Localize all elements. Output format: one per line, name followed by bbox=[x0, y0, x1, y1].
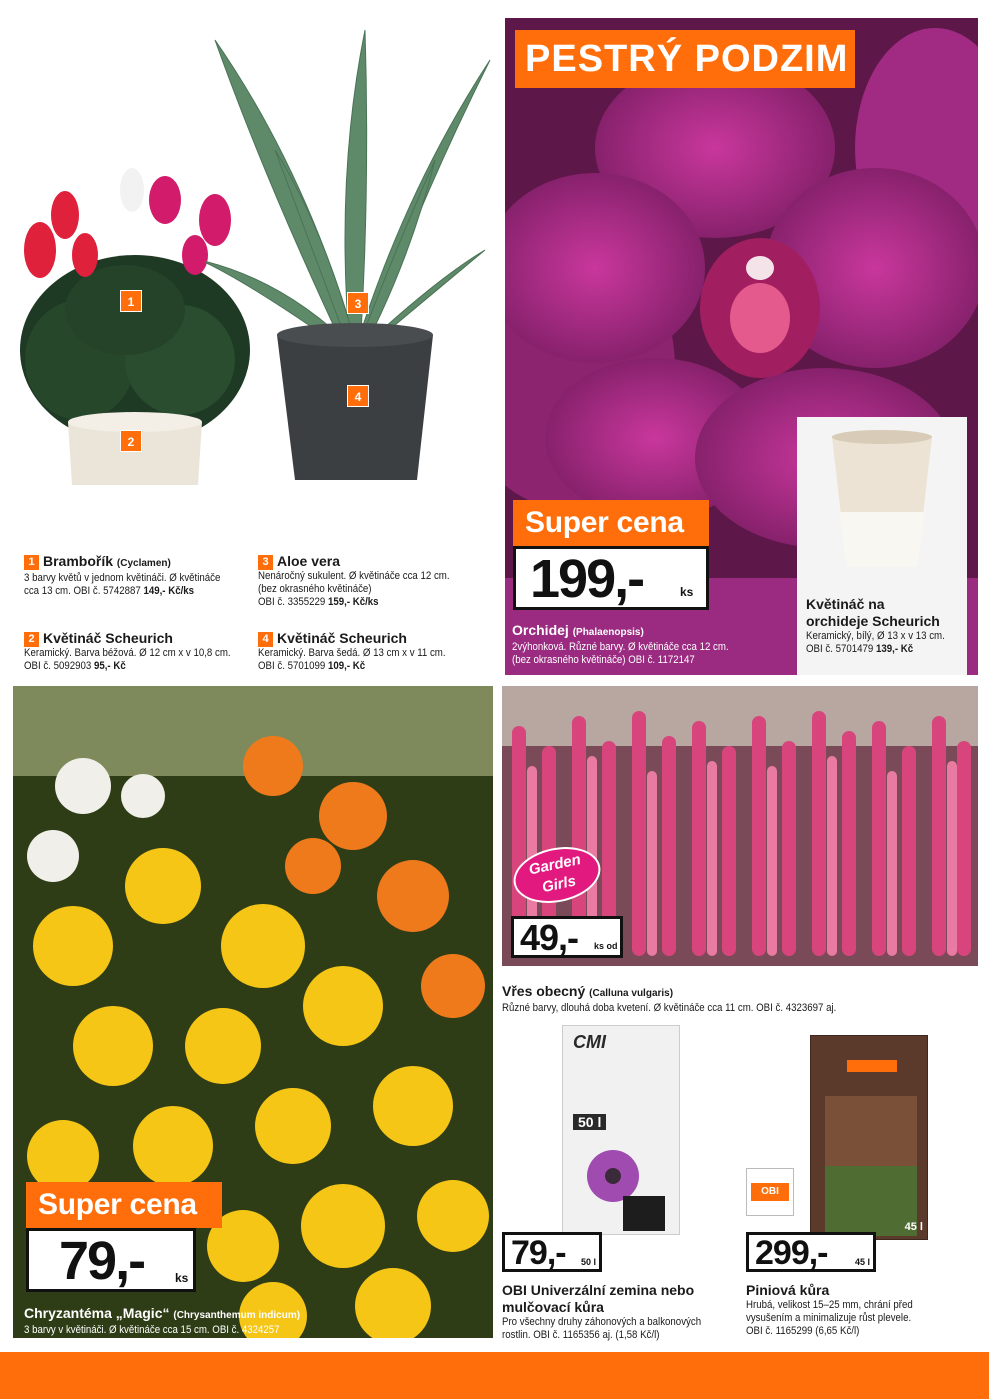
soil-name-1: OBI Univerzální zemina nebo bbox=[502, 1282, 695, 1298]
bark-bag-image bbox=[810, 1035, 928, 1240]
marker-3: 3 bbox=[347, 292, 369, 314]
heather-price-box bbox=[511, 916, 623, 958]
soil-info bbox=[502, 1282, 737, 1342]
pot-grey-price: 109,- Kč bbox=[327, 660, 366, 672]
soil-price-unit: 50 l bbox=[581, 1257, 597, 1267]
pot-beige-desc-2: OBI č. 5092903 bbox=[24, 660, 92, 672]
pot-grey-info bbox=[258, 630, 493, 673]
orchid-price-box bbox=[513, 546, 709, 610]
soil-bag-volume: 50 l bbox=[573, 1114, 606, 1130]
chrysanthemum-super-cena-badge: Super cena bbox=[26, 1182, 222, 1228]
aloe-info bbox=[258, 553, 493, 609]
cyclamen-price: 149,- Kč/ks bbox=[143, 585, 195, 597]
garden-girls-logo-line-1: Garden bbox=[527, 850, 583, 879]
orchid-desc-1: 2výhonková. Různé barvy. Ø květináče cca 12 cm. bbox=[512, 641, 729, 653]
soil-price: 79,- bbox=[511, 1234, 566, 1272]
footer-band bbox=[0, 1352, 989, 1399]
soil-price-box bbox=[502, 1232, 602, 1272]
aloe-desc-2: (bez okrasného květináče) bbox=[258, 583, 372, 595]
orchid-pot-desc-2: OBI č. 5701479 bbox=[806, 643, 874, 655]
chrysanthemum-price: 79,- bbox=[59, 1231, 145, 1291]
garden-girls-logo-line-2: Girls bbox=[540, 872, 578, 897]
aloe-name: Aloe vera bbox=[277, 553, 341, 569]
chrysanthemum-desc-1: 3 barvy v květináči. Ø květináče cca 15 cm. OBI č. 4324257 bbox=[24, 1324, 280, 1336]
cyclamen-number: 1 bbox=[24, 555, 39, 570]
pot-beige-price: 95,- Kč bbox=[93, 660, 126, 672]
orchid-pot-name-1: Květináč na bbox=[806, 596, 885, 612]
marker-2: 2 bbox=[120, 430, 142, 452]
orchid-pot-info bbox=[806, 596, 971, 656]
aloe-number: 3 bbox=[258, 555, 273, 570]
orchid-pot-price: 139,- Kč bbox=[875, 643, 914, 655]
chrysanthemum-info bbox=[24, 1305, 484, 1337]
cyclamen-desc-2: cca 13 cm. OBI č. 5742887 bbox=[24, 585, 141, 597]
pot-grey-number: 4 bbox=[258, 632, 273, 647]
chrysanthemum-price-box bbox=[26, 1228, 196, 1292]
bark-name: Piniová kůra bbox=[746, 1282, 830, 1298]
orchid-pot-image bbox=[797, 417, 967, 587]
orchid-pot-desc-1: Keramický, bílý, Ø 13 x v 13 cm. bbox=[806, 630, 945, 642]
marker-1: 1 bbox=[120, 290, 142, 312]
marker-4: 4 bbox=[347, 385, 369, 407]
soil-bag-flower-icon bbox=[573, 1141, 671, 1231]
chrysanthemum-price-unit: ks bbox=[175, 1271, 189, 1285]
aloe-desc-1: Nenáročný sukulent. Ø květináče cca 12 cm. bbox=[258, 570, 450, 582]
cyclamen-desc-1: 3 barvy květů v jednom květináči. Ø květináče bbox=[24, 572, 221, 584]
orchid-price: 199,- bbox=[530, 549, 644, 609]
aloe-price: 159,- Kč/ks bbox=[327, 596, 379, 608]
orchid-price-unit: ks bbox=[680, 585, 694, 599]
chrysanthemum-name: Chryzantéma „Magic“ bbox=[24, 1305, 170, 1321]
bark-desc-2: vysušením a minimalizuje růst plevele. bbox=[746, 1312, 912, 1324]
soil-bag-image bbox=[562, 1025, 680, 1235]
pot-grey-desc-1: Keramický. Barva šedá. Ø 13 cm x v 11 cm. bbox=[258, 647, 446, 659]
bark-desc-3: OBI č. 1165299 (6,65 Kč/l) bbox=[746, 1325, 860, 1337]
cyclamen-info bbox=[24, 553, 259, 598]
soil-desc-1: Pro všechny druhy záhonových a balkonových bbox=[502, 1316, 702, 1328]
pot-beige-name: Květináč Scheurich bbox=[43, 630, 173, 646]
aloe-image bbox=[205, 30, 495, 480]
bark-price-unit: 45 l bbox=[855, 1257, 871, 1267]
cyclamen-name: Brambořík bbox=[43, 553, 114, 569]
bark-price-box bbox=[746, 1232, 876, 1272]
pot-grey-name: Květináč Scheurich bbox=[277, 630, 407, 646]
pot-beige-info bbox=[24, 630, 259, 673]
chrysanthemum-latin: (Chrysanthemum indicum) bbox=[173, 1310, 301, 1321]
soil-bag-brand: CMI bbox=[573, 1032, 606, 1052]
bark-info bbox=[746, 1282, 981, 1338]
pot-beige-desc-1: Keramický. Barva béžová. Ø 12 cm x v 10,8 cm. bbox=[24, 647, 231, 659]
bark-bag-volume: 45 l bbox=[904, 1221, 923, 1233]
orchid-name: Orchidej bbox=[512, 622, 569, 638]
pot-beige-number: 2 bbox=[24, 632, 39, 647]
heather-price: 49,- bbox=[520, 917, 579, 958]
soil-name-2: mulčovací kůra bbox=[502, 1299, 604, 1315]
bark-desc-1: Hrubá, velikost 15–25 mm, chrání před bbox=[746, 1299, 913, 1311]
heather-latin: (Calluna vulgaris) bbox=[589, 988, 674, 999]
obi-logo-label: OBI bbox=[751, 1183, 789, 1201]
orchid-desc-2: (bez okrasného květináče) OBI č. 1172147 bbox=[512, 654, 695, 666]
heather-price-unit: ks od bbox=[594, 941, 618, 951]
obi-logo bbox=[746, 1168, 794, 1216]
page-title: PESTRÝ PODZIM bbox=[515, 30, 855, 88]
orchid-super-cena-badge: Super cena bbox=[513, 500, 709, 546]
cyclamen-latin: (Cyclamen) bbox=[116, 558, 171, 569]
heather-desc-1: Různé barvy, dlouhá doba kvetení. Ø květináče cca 11 cm. OBI č. 4323697 aj. bbox=[502, 1002, 837, 1014]
aloe-desc-3: OBI č. 3355229 bbox=[258, 596, 326, 608]
orchid-pot-name-2: orchideje Scheurich bbox=[806, 613, 940, 629]
bark-price: 299,- bbox=[755, 1234, 828, 1272]
heather-info bbox=[502, 983, 972, 1015]
orchid-latin: (Phalaenopsis) bbox=[572, 627, 644, 638]
orchid-info bbox=[512, 622, 792, 667]
soil-desc-2: rostlin. OBI č. 1165356 aj. (1,58 Kč/l) bbox=[502, 1329, 660, 1341]
pot-grey-desc-2: OBI č. 5701099 bbox=[258, 660, 326, 672]
heather-name: Vřes obecný bbox=[502, 983, 586, 999]
